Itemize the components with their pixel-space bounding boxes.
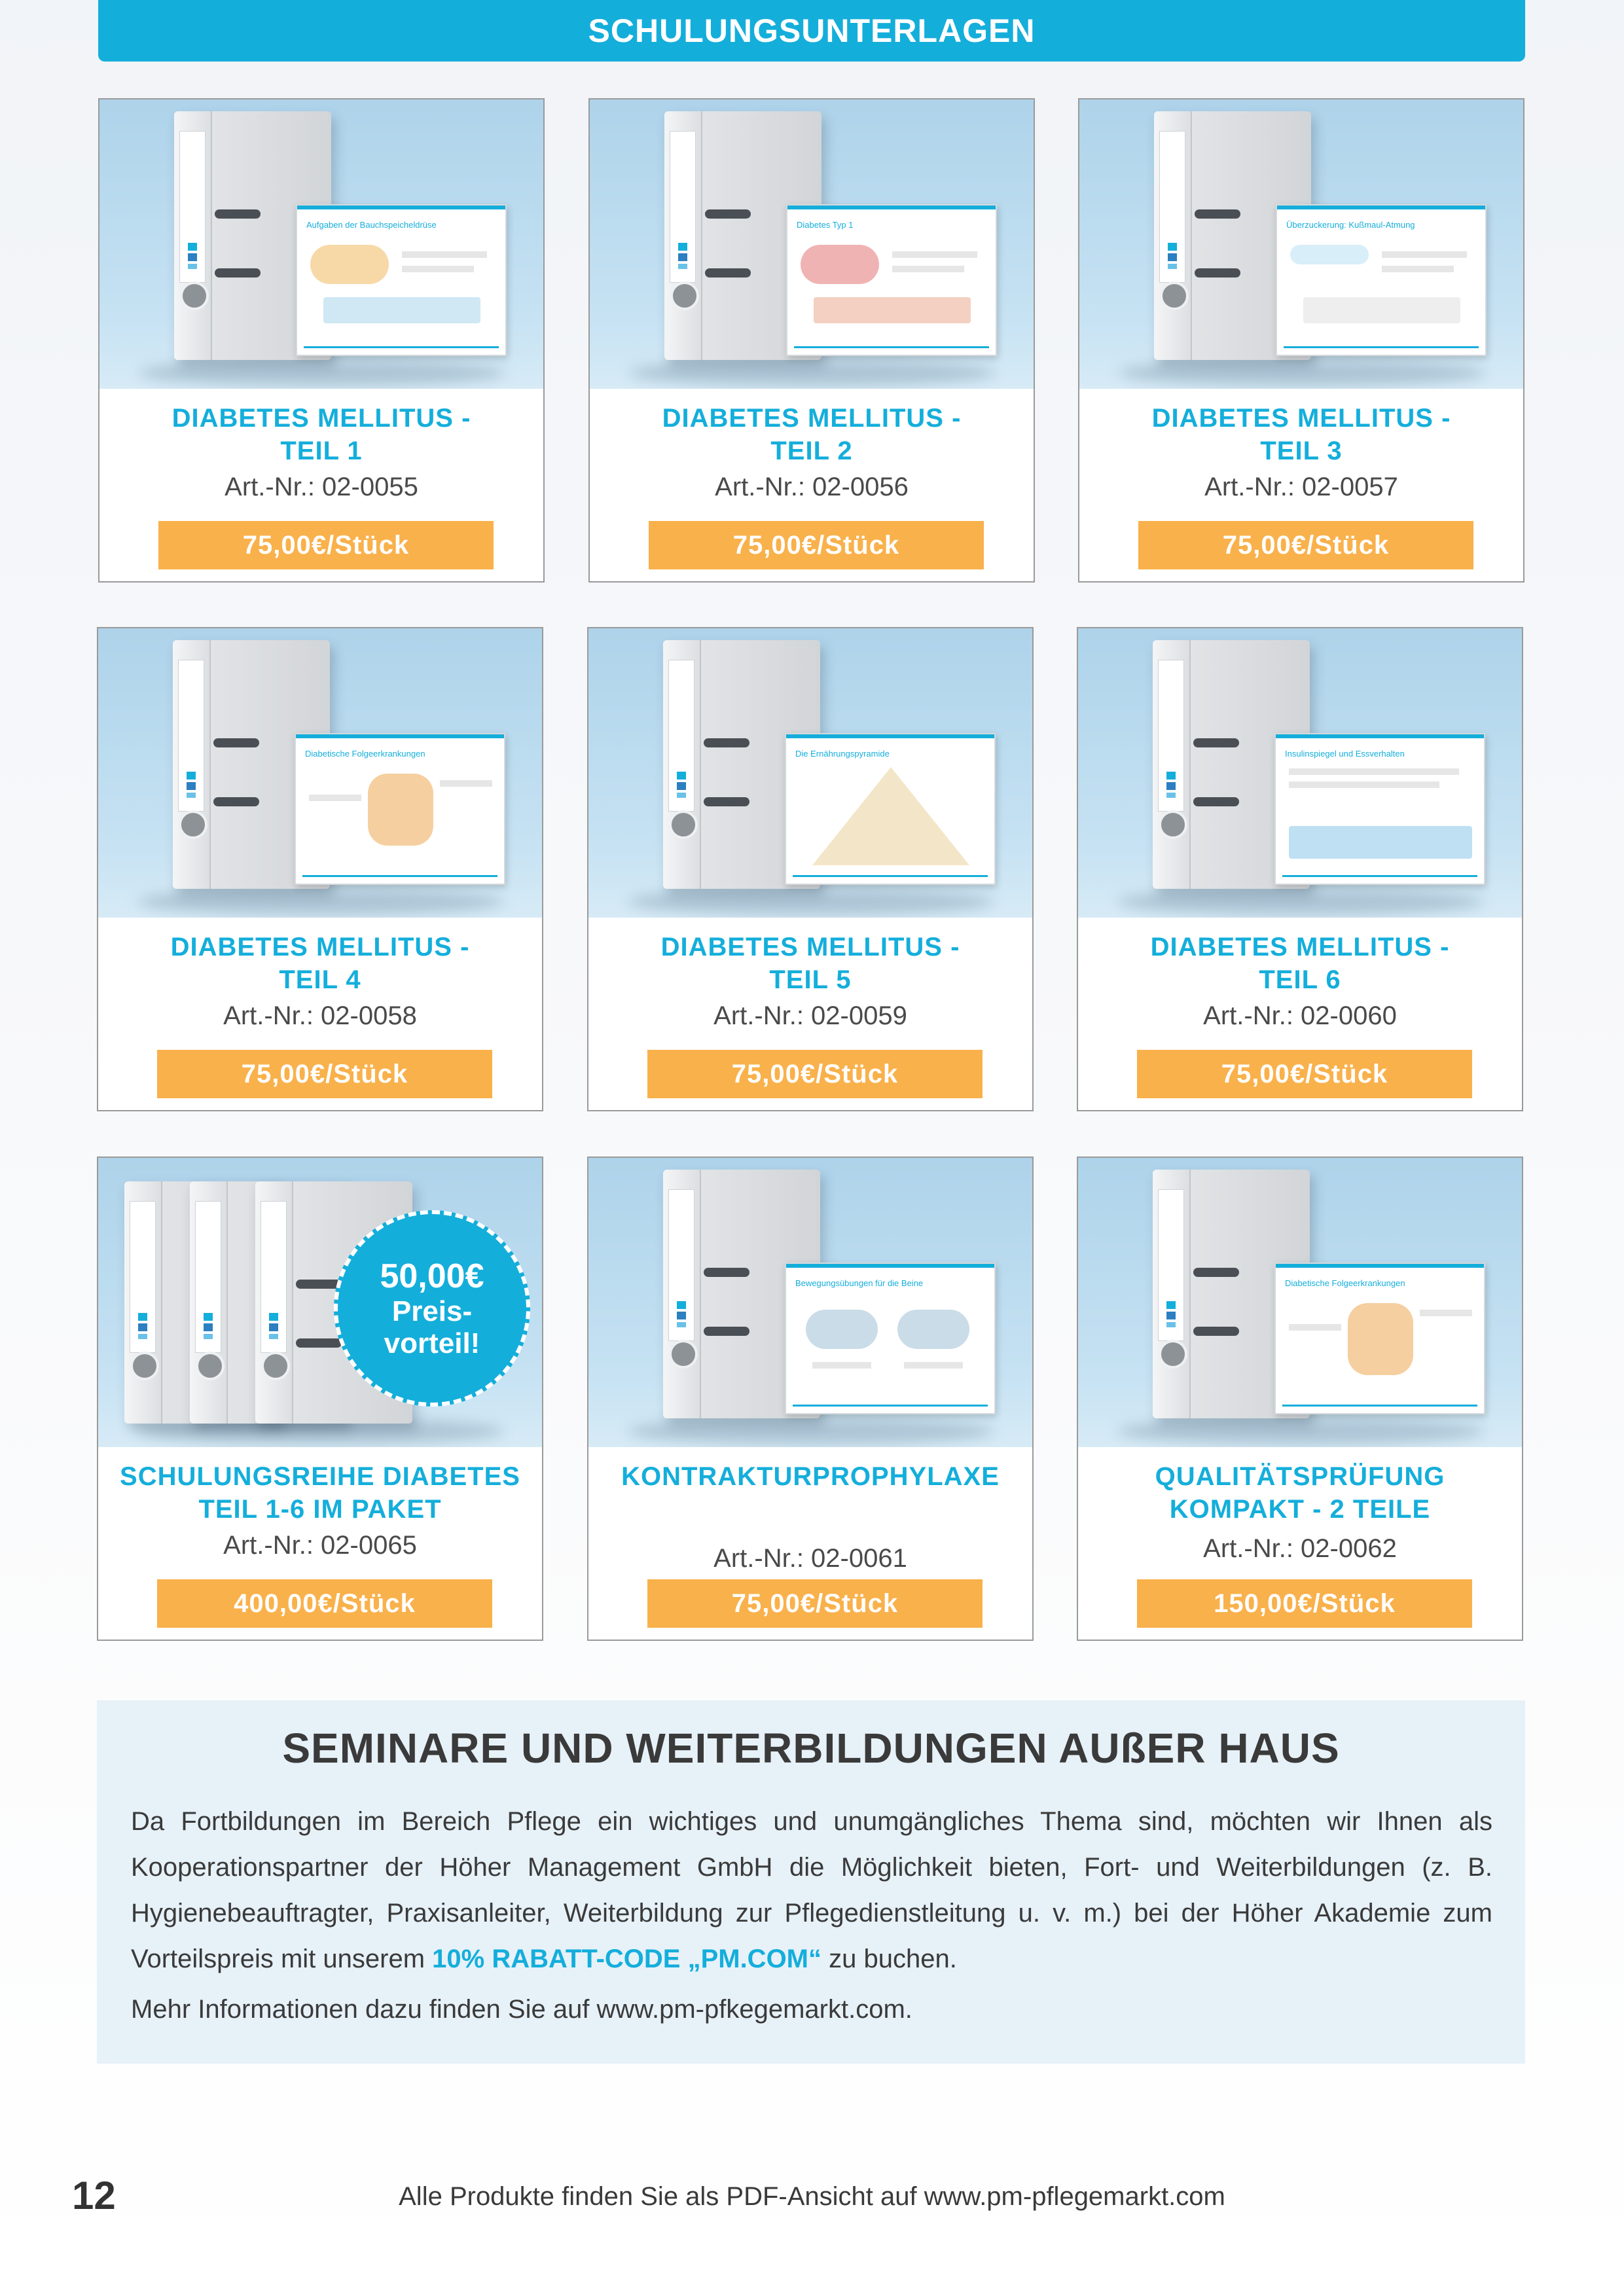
price-button[interactable]: 75,00€/Stück bbox=[649, 521, 984, 569]
slide-preview: Aufgaben der Bauchspeicheldrüse bbox=[296, 204, 507, 356]
slide-preview: Diabetische Folgeerkrankungen bbox=[295, 733, 505, 885]
product-title: DIABETES MELLITUS - TEIL 1 bbox=[171, 404, 471, 465]
article-number: Art.-Nr.: 02-0058 bbox=[223, 1001, 417, 1030]
product-card-kontrakturprophylaxe[interactable] bbox=[587, 1157, 1034, 1641]
product-card-diabetes-1[interactable] bbox=[98, 98, 545, 583]
product-card-diabetes-2[interactable] bbox=[588, 98, 1035, 583]
product-title: DIABETES MELLITUS - TEIL 5 bbox=[660, 933, 960, 994]
slide-preview: Überzuckerung: Kußmaul-Atmung bbox=[1276, 204, 1487, 356]
discount-code: 10% RABATT-CODE „PM.COM“ bbox=[432, 1945, 821, 1973]
seminar-section bbox=[97, 1700, 1525, 2064]
price-button[interactable]: 75,00€/Stück bbox=[158, 521, 494, 569]
product-image bbox=[98, 628, 542, 918]
price-button[interactable]: 75,00€/Stück bbox=[647, 1050, 983, 1098]
product-card-diabetes-3[interactable] bbox=[1078, 98, 1525, 583]
price-button[interactable]: 150,00€/Stück bbox=[1137, 1579, 1472, 1628]
product-card-diabetes-4[interactable] bbox=[97, 627, 543, 1111]
product-image bbox=[98, 1158, 542, 1447]
product-image bbox=[588, 1158, 1032, 1447]
product-title: SCHULUNGSREIHE DIABETES TEIL 1-6 IM PAKET bbox=[120, 1462, 520, 1524]
product-image bbox=[1078, 628, 1522, 918]
article-number: Art.-Nr.: 02-0065 bbox=[223, 1531, 417, 1560]
article-number: Art.-Nr.: 02-0061 bbox=[713, 1544, 907, 1573]
product-image bbox=[1079, 99, 1523, 389]
product-card-diabetes-package[interactable] bbox=[97, 1157, 543, 1641]
footer-text: Alle Produkte finden Sie als PDF-Ansicht auf www.pm-pflegemarkt.com bbox=[399, 2182, 1225, 2211]
article-number: Art.-Nr.: 02-0055 bbox=[225, 473, 418, 501]
product-card-diabetes-5[interactable] bbox=[587, 627, 1034, 1111]
product-card-qualitaetspruefung[interactable] bbox=[1077, 1157, 1523, 1641]
price-button[interactable]: 75,00€/Stück bbox=[1137, 1050, 1472, 1098]
article-number: Art.-Nr.: 02-0059 bbox=[713, 1001, 907, 1030]
slide-preview: Diabetes Typ 1 bbox=[786, 204, 997, 356]
product-title: KONTRAKTURPROPHYLAXE bbox=[621, 1462, 1000, 1491]
article-number: Art.-Nr.: 02-0056 bbox=[715, 473, 909, 501]
product-title: DIABETES MELLITUS - TEIL 3 bbox=[1151, 404, 1451, 465]
slide-preview: Diabetische Folgeerkrankungen bbox=[1274, 1263, 1485, 1414]
seminar-title: SEMINARE UND WEITERBILDUNGEN AUßER HAUS bbox=[282, 1725, 1340, 1772]
product-image bbox=[99, 99, 543, 389]
seminar-body: Da Fortbildungen im Bereich Pflege ein wichtiges und unumgängliches Thema sind, möchten wir Ihnen als Kooperationspartner der Höher Management GmbH die Möglichkeit bieten, Fort- und Weiterbildungen (z. B. Hygienebeauftragter, Praxisanleiter, Weiterbildung zur Pflegedienstleitung u. v. m.) bei der Höher Akademie zum Vorteilspreis mit unserem 10% RABATT-CODE „PM.COM“ zu buchen. bbox=[131, 1807, 1492, 1973]
article-number: Art.-Nr.: 02-0060 bbox=[1203, 1001, 1397, 1030]
page-number: 12 bbox=[72, 2174, 116, 2217]
price-button[interactable]: 400,00€/Stück bbox=[157, 1579, 492, 1628]
product-card-diabetes-6[interactable] bbox=[1077, 627, 1523, 1111]
slide-preview: Insulinspiegel und Essverhalten bbox=[1274, 733, 1485, 885]
price-button[interactable]: 75,00€/Stück bbox=[157, 1050, 492, 1098]
seminar-more-info: Mehr Informationen dazu finden Sie auf www.pm-pfkegemarkt.com. bbox=[131, 1995, 912, 2024]
product-image bbox=[588, 628, 1032, 918]
product-image bbox=[1078, 1158, 1522, 1447]
article-number: Art.-Nr.: 02-0062 bbox=[1203, 1534, 1397, 1563]
product-title: QUALITÄTSPRÜFUNG KOMPAKT - 2 TEILE bbox=[1155, 1462, 1445, 1524]
product-image bbox=[590, 99, 1034, 389]
price-button[interactable]: 75,00€/Stück bbox=[647, 1579, 983, 1628]
product-title: DIABETES MELLITUS - TEIL 4 bbox=[170, 933, 470, 994]
article-number: Art.-Nr.: 02-0057 bbox=[1204, 473, 1398, 501]
product-title: DIABETES MELLITUS - TEIL 2 bbox=[662, 404, 962, 465]
price-advantage-badge: 50,00€ Preis- vorteil! bbox=[334, 1210, 530, 1407]
slide-preview: Die Ernährungspyramide bbox=[785, 733, 996, 885]
price-button[interactable]: 75,00€/Stück bbox=[1138, 521, 1473, 569]
slide-preview: Bewegungsübungen für die Beine bbox=[785, 1263, 996, 1414]
section-header: SCHULUNGSUNTERLAGEN bbox=[98, 0, 1525, 62]
product-title: DIABETES MELLITUS - TEIL 6 bbox=[1150, 933, 1450, 994]
